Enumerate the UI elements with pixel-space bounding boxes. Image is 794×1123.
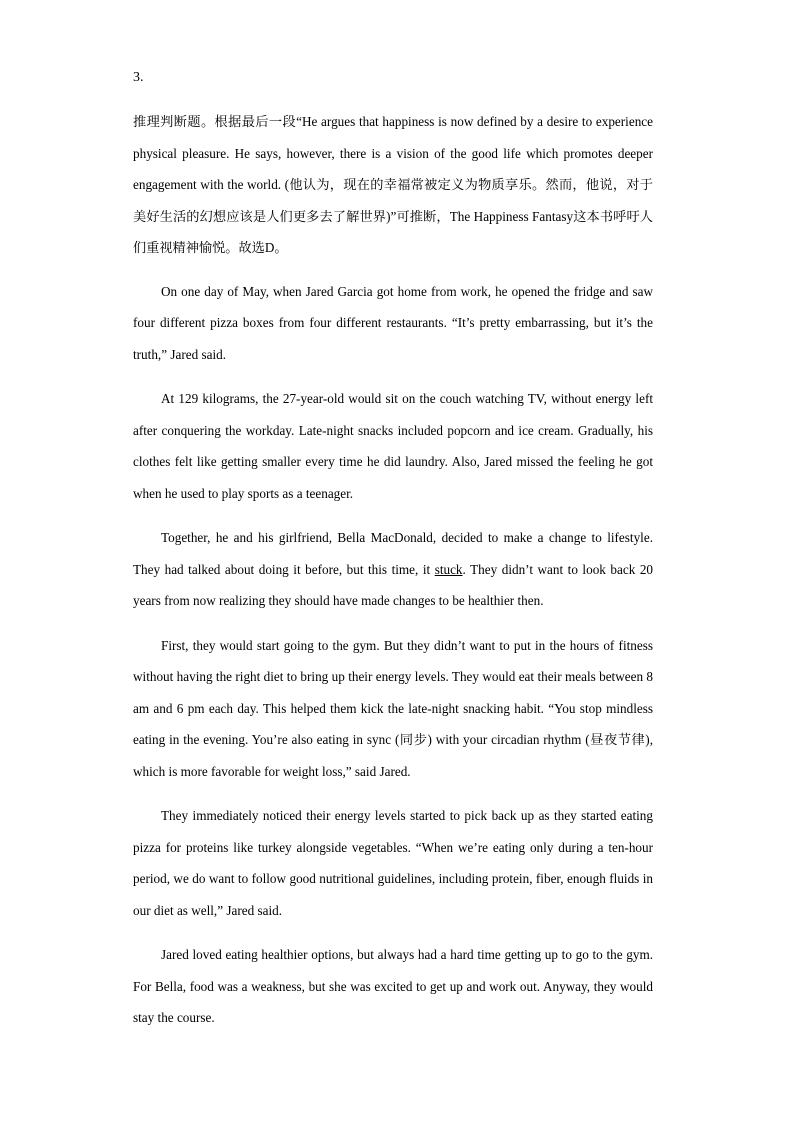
passage-paragraph-5: They immediately noticed their energy levels started to pick back up as they started eating pizza for proteins like turkey alongside vegetables. “When we’re eating only during a ten-hour period, we do want to follow good nutritional guidelines, including protein, fiber, enough fluids in our diet as well,” Jared said.	[133, 808, 653, 918]
answer-explanation: 推理判断题。根据最后一段“He argues that happiness is now defined by a desire to experience physical pleasure. He says, however, there is a vision of the good life which promotes deeper engagement with the world. (他认为，现在的幸福常被定义为物质享乐。然而，他说，对于美好生活的幻想应该是人们更多去了解世界)”可推断，The Happiness Fantasy这本书呼吁人们重视精神愉悦。故选D。	[133, 114, 653, 255]
document-page	[133, 68, 653, 1047]
passage-paragraph-3	[133, 522, 653, 617]
paragraph-3-text-before: Together, he and his girlfriend, Bella MacDonald, decided to make a change to lifestyle. They had talked about doing it before, but this time, it	[133, 530, 653, 577]
underlined-word-stuck: stuck	[434, 561, 463, 577]
passage-paragraph-2: At 129 kilograms, the 27-year-old would sit on the couch watching TV, without energy left after conquering the workday. Late-night snacks included popcorn and ice cream. Gradually, his clothes felt like getting smaller every time he did laundry. Also, Jared missed the feeling he got when he used to play sports as a teenager.	[133, 391, 653, 501]
question-number: 3.	[133, 70, 144, 85]
paragraph-3-text-after: . They didn’t want to look back 20 years from now realizing they should have made changes to be healthier then.	[133, 561, 654, 608]
passage-paragraph-4: First, they would start going to the gym. But they didn’t want to put in the hours of fitness without having the right diet to bring up their energy levels. They would eat their meals between 8 am and 6 pm each day. This helped them kick the late-night snacking habit. “You stop mindless eating in the evening. You’re also eating in sync (同步) with your circadian rhythm (昼夜节律), which is more favorable for weight loss,” said Jared.	[133, 637, 653, 779]
passage-paragraph-6: Jared loved eating healthier options, but always had a hard time getting up to go to the gym. For Bella, food was a weakness, but she was excited to get up and work out. Anyway, they would stay the course.	[133, 947, 653, 1025]
passage-paragraph-1: On one day of May, when Jared Garcia got home from work, he opened the fridge and saw four different pizza boxes from four different restaurants. “It’s pretty embarrassing, but it’s the truth,” Jared said.	[133, 283, 653, 362]
